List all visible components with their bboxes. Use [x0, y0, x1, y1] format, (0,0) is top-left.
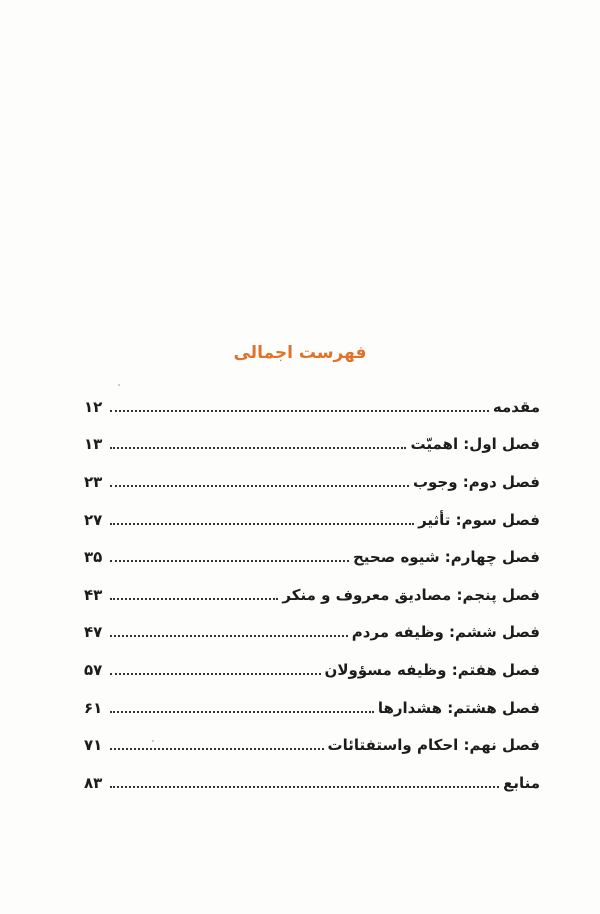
toc-entry — [84, 689, 540, 727]
toc-entry-label: فصل سوم: تأثیر — [418, 510, 540, 529]
toc-entry-label: فصل هشتم: هشدارها — [377, 698, 540, 717]
toc-entry-page: ۱۲ — [84, 397, 103, 416]
toc-leader-dots — [110, 523, 414, 525]
toc-entry-page: ۶۱ — [84, 698, 103, 717]
toc-entry — [84, 576, 540, 614]
toc-entry — [84, 501, 540, 539]
toc-entry-label: فصل دوم: وجوب — [412, 472, 540, 491]
paper-speck — [118, 384, 120, 386]
toc-entry-label: فصل پنجم: مصادیق معروف و منکر — [282, 585, 540, 604]
toc-entry — [84, 388, 540, 426]
toc-entry-page: ۲۳ — [84, 472, 103, 491]
toc-leader-dots — [110, 635, 348, 637]
toc-entry-label: فصل ششم: وظیفه مردم — [351, 623, 540, 642]
toc-entry-label: مقدمه — [492, 397, 540, 416]
toc-entry — [84, 463, 540, 501]
toc-entry-page: ۸۳ — [84, 773, 103, 792]
toc-title: فهرست اجمالی — [233, 343, 367, 363]
toc-entry-page: ۴۷ — [84, 623, 103, 642]
toc-entry — [84, 726, 540, 764]
paper-speck — [152, 740, 154, 742]
toc-entry — [84, 538, 540, 576]
toc-leader-dots — [110, 598, 278, 600]
toc-entry-label: منابع — [503, 773, 540, 792]
toc-leader-dots — [110, 673, 321, 675]
toc-leader-dots — [110, 748, 324, 750]
toc-leader-dots — [110, 560, 349, 562]
toc-leader-dots — [110, 485, 409, 487]
toc-entry-label: فصل نهم: احکام واستفتائات — [327, 736, 540, 755]
toc-entry-page: ۴۳ — [84, 585, 103, 604]
toc-entry — [84, 651, 540, 689]
toc-entry-page: ۷۱ — [84, 736, 103, 755]
toc-entry — [84, 614, 540, 652]
toc-entry-page: ۱۳ — [84, 435, 103, 454]
toc-entry-page: ۲۷ — [84, 510, 103, 529]
toc-entry-page: ۵۷ — [84, 660, 103, 679]
toc-entry — [84, 764, 540, 802]
toc-entry-label: فصل اول: اهمیّت — [410, 435, 540, 454]
toc-leader-dots — [110, 711, 374, 713]
toc-leader-dots — [110, 447, 406, 449]
toc-entry-page: ۳۵ — [84, 548, 103, 567]
toc-entry — [84, 426, 540, 464]
toc-leader-dots — [110, 410, 489, 412]
toc-leader-dots — [110, 786, 499, 788]
toc-entry-label: فصل چهارم: شیوه صحیح — [352, 548, 540, 567]
toc-entry-label: فصل هفتم: وظیفه مسؤولان — [324, 660, 540, 679]
